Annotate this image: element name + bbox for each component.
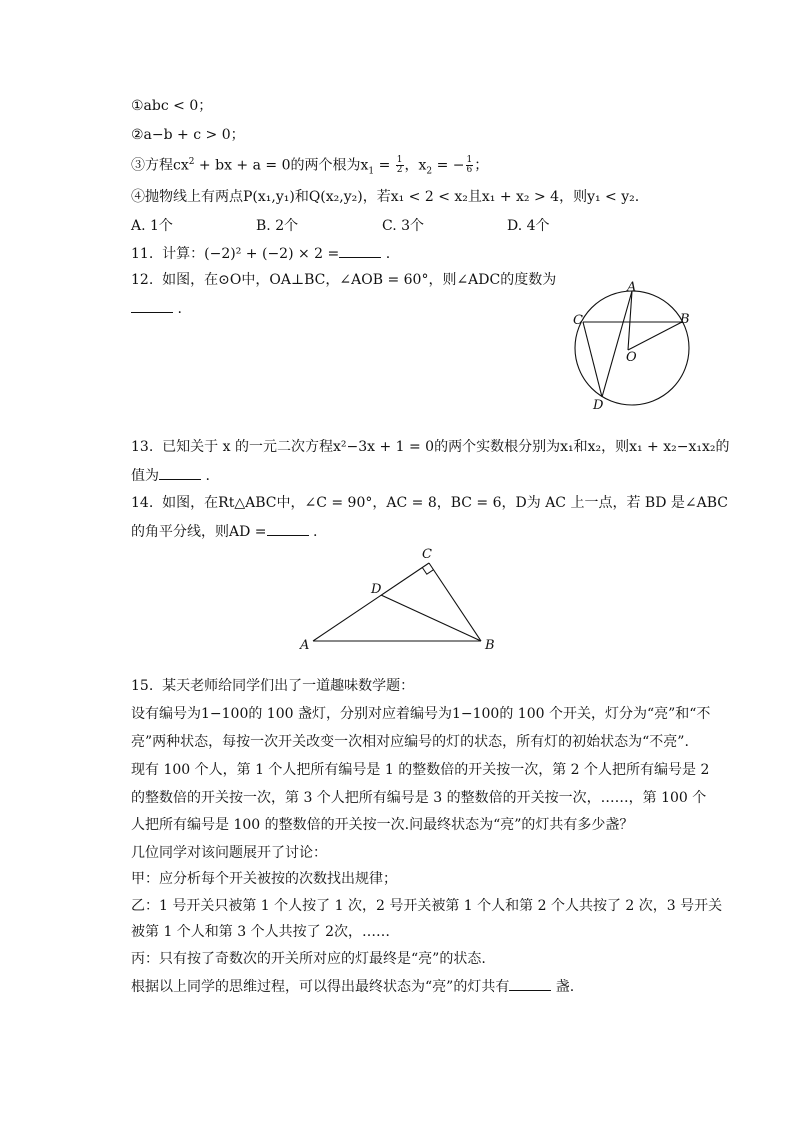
option-a[interactable]: A. 1个 (131, 218, 173, 234)
question-13 (131, 437, 730, 457)
option-c[interactable]: C. 3个 (382, 218, 425, 234)
answer-blank[interactable] (509, 976, 551, 991)
s3-x2: ，x (404, 157, 427, 174)
q12-answer-line: . (131, 298, 182, 319)
q15-text: 某天老师给同学们出了一道趣味数学题： (162, 678, 415, 694)
question-15 (131, 676, 414, 696)
answer-blank[interactable] (339, 243, 381, 258)
q12-number: 12. (131, 272, 154, 288)
statement-1: ①abc < 0； (131, 98, 213, 114)
label-a: A (627, 280, 637, 295)
label-d: D (371, 582, 382, 597)
q15-line5: 的整数倍的开关按一次，第 3 个人把所有编号是 3 的整数倍的开关按一次，……，第 100 个 (131, 790, 707, 806)
segment-cd (583, 322, 602, 397)
label-c: C (422, 547, 432, 562)
label-d: D (593, 398, 604, 413)
question-14 (131, 493, 728, 513)
q15-line3: 亮”两种状态，每按一次开关改变一次相对应编号的灯的状态，所有灯的初始状态为“不亮”. (131, 734, 689, 750)
label-b: B (485, 638, 495, 653)
s3-eq1: = (374, 157, 395, 174)
question-12 (131, 270, 556, 290)
q15-line4: 现有 100 个人，第 1 个人把所有编号是 1 的整数倍的开关按一次，第 2 个人把所有编号是 2 (131, 762, 710, 778)
s3-mid: + bx + a = 0的两个根为x (194, 157, 369, 174)
fraction-2: $\frac{1}{6}$ (466, 155, 473, 176)
q14-number: 14. (131, 495, 154, 511)
answer-blank[interactable] (131, 298, 173, 313)
q15-line9: 乙：1 号开关只被第 1 个人按了 1 次，2 号开关被第 1 个人和第 2 个人共按了 2 次，3 号开关 (131, 898, 723, 914)
s3-end: ； (474, 157, 489, 174)
right-angle-mark (422, 568, 433, 575)
q11-text: 计算：(−2)² + (−2) × 2 = (162, 246, 340, 262)
statement-3: ③方程$cx^2$ + bx + a = 0的两个根为$x_1$ = $\frac{1}{2}$ ，$x_2$ = − $\frac{1}{6}$ ； (131, 155, 489, 177)
side-ac (313, 563, 429, 641)
q15-line10: 被第 1 个人和第 3 个人共按了 2次，…… (131, 924, 390, 940)
statement-4: ④抛物线上有两点P(x₁,y₁)和Q(x₂,y₂)，若x₁ < 2 < x₂且x₁ + x₂ > 4，则y₁ < y₂. (131, 189, 640, 205)
q13-text: 已知关于 x 的一元二次方程x²−3x + 1 = 0的两个实数根分别为x₁和x₂，则x₁ + x₂−x₁x₂的 (162, 439, 730, 455)
s3-pre: ③方程cx (131, 157, 189, 174)
label-b: B (680, 312, 690, 327)
q13-number: 13. (131, 439, 154, 455)
circle-figure (560, 274, 710, 414)
q14-text: 如图，在Rt△ABC中，∠C = 90°，AC = 8，BC = 6，D为 AC 上一点，若 BD 是∠ABC (162, 495, 728, 511)
fraction-1: $\frac{1}{2}$ (396, 155, 403, 176)
option-b[interactable]: B. 2个 (256, 218, 299, 234)
q13-line2: 值为 . (131, 465, 210, 486)
label-c: C (573, 313, 583, 328)
q15-number: 15. (131, 678, 154, 694)
q15-line8: 甲：应分析每个开关被按的次数找出规律； (131, 871, 397, 887)
label-a: A (300, 638, 310, 653)
option-d[interactable]: D. 4个 (507, 218, 550, 234)
triangle-figure (295, 545, 505, 655)
q15-line6: 人把所有编号是 100 的整数倍的开关按一次.问最终状态为“亮”的灯共有多少盏？ (131, 817, 634, 833)
q12-text: 如图，在⊙O中，OA⊥BC，∠AOB = 60°，则∠ADC的度数为 (162, 272, 557, 288)
s3-eq2: = − (432, 157, 465, 174)
segment-ob (628, 322, 682, 350)
statement-2: ②a−b + c > 0； (131, 127, 245, 143)
question-11: 11. 计算：(−2)² + (−2) × 2 = . (131, 243, 390, 264)
segment-ad (602, 291, 632, 397)
q15-line7: 几位同学对该问题展开了讨论： (131, 845, 327, 861)
answer-blank[interactable] (267, 521, 309, 536)
q15-line11: 丙：只有按了奇数次的开关所对应的灯最终是“亮”的状态. (131, 951, 486, 967)
q15-line12: 根据以上同学的思维过程，可以得出最终状态为“亮”的灯共有 盏. (131, 976, 574, 997)
q14-line2: 的角平分线，则AD = . (131, 521, 317, 542)
q11-number: 11. (131, 246, 154, 262)
q15-line2: 设有编号为1−100的 100 盏灯，分别对应着编号为1−100的 100 个开关，灯分为“亮”和“不 (131, 706, 711, 722)
answer-blank[interactable] (159, 465, 201, 480)
label-o: O (626, 350, 637, 365)
